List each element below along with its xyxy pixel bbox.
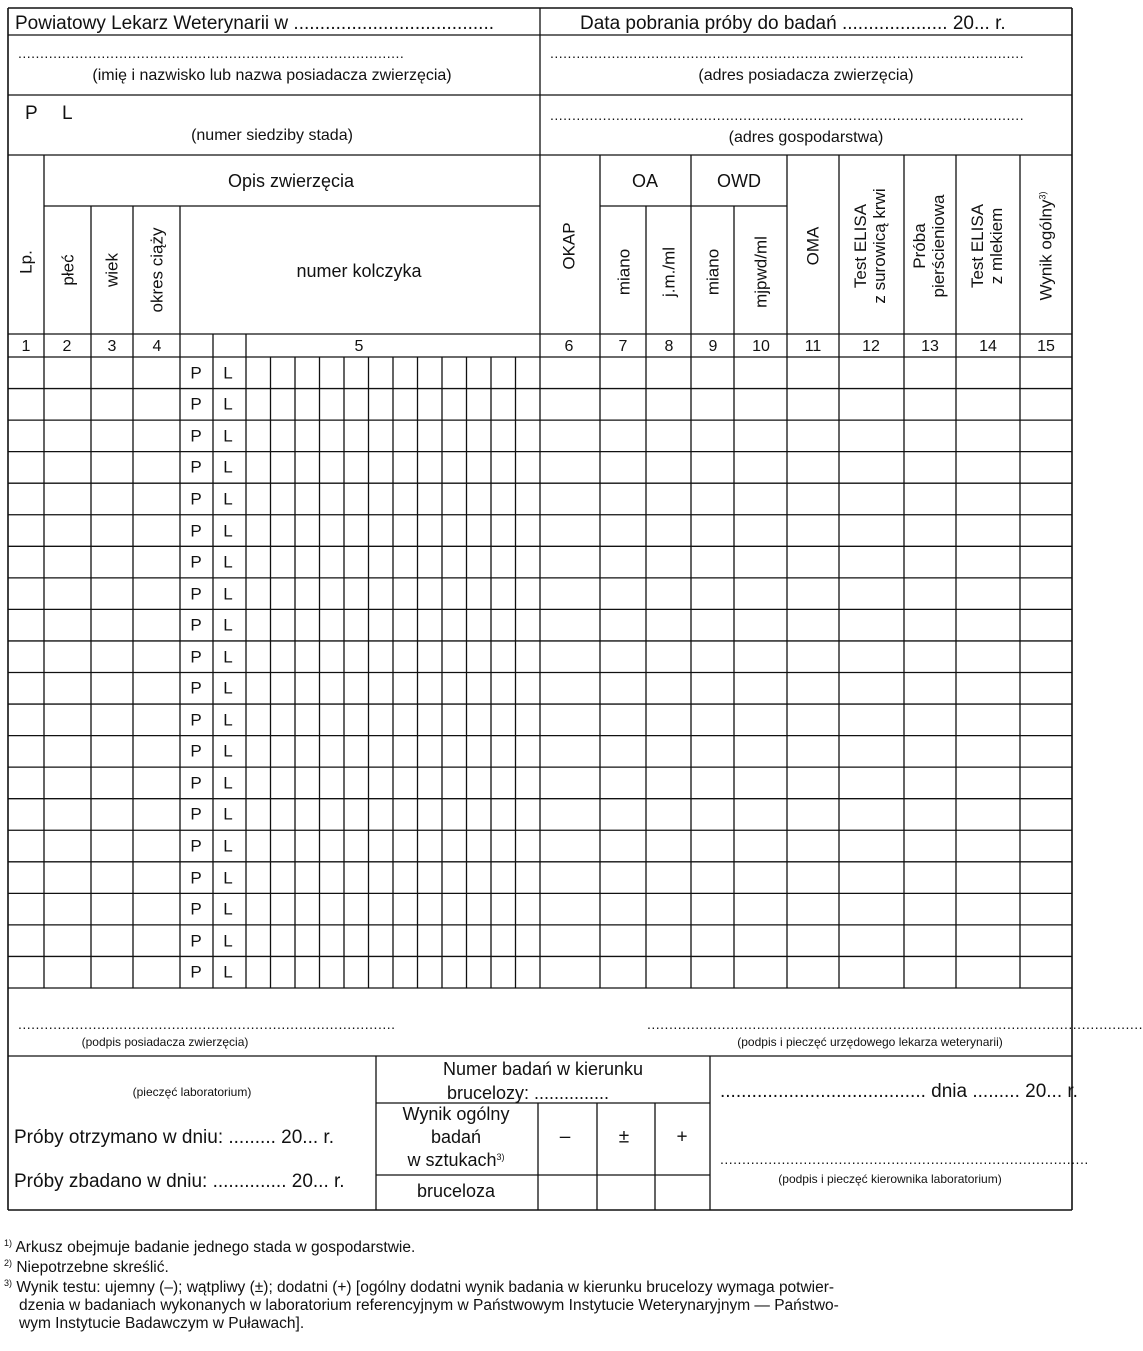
footnote-2-text: Niepotrzebne skreślić. xyxy=(16,1259,169,1276)
header-ring-test-line1: Próba xyxy=(910,223,929,269)
lab-stamp-caption: (pieczęć laboratorium) xyxy=(132,1085,252,1099)
owner-address-dots: ............................................................................................................ xyxy=(550,45,1025,61)
column-number: 11 xyxy=(804,338,822,355)
row-prefix-l: L xyxy=(223,457,233,477)
footnote-3-line3: wym Instytucie Badawczym w Puławach]. xyxy=(19,1315,305,1332)
sampling-date-label: Data pobrania próby do badań .................... 20... r. xyxy=(580,13,1006,34)
row-prefix-l: L xyxy=(223,836,233,856)
column-number: 2 xyxy=(62,338,72,355)
row-prefix-l: L xyxy=(223,678,233,698)
owner-name-caption: (imię i nazwisko lub nazwa posiadacza zwierzęcia) xyxy=(92,67,452,84)
header-elisa-milk-line1: Test ELISA xyxy=(968,203,987,289)
owner-signature-dots: ...................................................................................... xyxy=(18,1016,396,1032)
header-titer-oa: miano xyxy=(614,248,634,296)
column-number: 1 xyxy=(21,338,31,355)
footnote-3-mark: 3) xyxy=(4,1278,13,1288)
header-elisa-milk-line2: z mlekiem xyxy=(987,207,1006,285)
samples-received: Próby otrzymano w dniu: ......... 20... r. xyxy=(14,1127,334,1148)
vet-signature-dots: ................................................................................................................. xyxy=(647,1016,1143,1032)
header-mjpwd-ml: mjpwd/ml xyxy=(751,236,771,308)
footnote-3 xyxy=(4,1279,839,1333)
header-okap: OKAP xyxy=(559,222,579,270)
exam-number-line2: brucelozy: ............... xyxy=(446,1083,610,1103)
header-elisa-milk xyxy=(968,204,1006,288)
vet-office-label: Powiatowy Lekarz Weterynarii w ...................................... xyxy=(15,13,495,34)
herd-prefix-l: L xyxy=(62,103,73,124)
overall-result-line3-text: w sztukach xyxy=(407,1150,497,1170)
farm-address-caption: (adres gospodarstwa) xyxy=(728,129,884,146)
row-prefix-p: P xyxy=(190,899,202,919)
row-prefix-l: L xyxy=(223,710,233,730)
row-prefix-p: P xyxy=(190,962,202,982)
row-prefix-l: L xyxy=(223,899,233,919)
header-oa: OA xyxy=(631,171,659,191)
header-overall-result-text: Wynik ogólny xyxy=(1036,199,1056,301)
row-prefix-p: P xyxy=(190,931,202,951)
row-prefix-l: L xyxy=(223,521,233,541)
header-titer-owd: miano xyxy=(703,248,723,296)
row-prefix-p: P xyxy=(190,710,202,730)
row-prefix-l: L xyxy=(223,804,233,824)
column-number: 4 xyxy=(152,338,162,355)
overall-result-line2: badań xyxy=(430,1127,482,1147)
owner-name-dots: ........................................................................................ xyxy=(18,45,405,61)
header-animal-description: Opis zwierzęcia xyxy=(227,171,355,191)
row-prefix-p: P xyxy=(190,363,202,383)
row-prefix-p: P xyxy=(190,489,202,509)
result-negative: – xyxy=(559,1126,571,1148)
overall-result-line1: Wynik ogólny xyxy=(402,1104,510,1124)
header-overall-result-note: 3) xyxy=(1037,191,1048,200)
row-prefix-p: P xyxy=(190,647,202,667)
footnote-3-line2: dzenia w badaniach wykonanych w laboratorium referencyjnym w Państwowym Instytucie Weterynaryjnym — Państwo- xyxy=(19,1297,839,1314)
lab-signature-dots: .................................................................................... xyxy=(720,1151,1089,1167)
column-number: 12 xyxy=(862,338,880,355)
row-prefix-l: L xyxy=(223,868,233,888)
lab-date-line: ....................................... dnia ......... 20... r. xyxy=(720,1081,1078,1102)
row-prefix-l: L xyxy=(223,962,233,982)
header-overall-result xyxy=(1038,192,1055,301)
row-prefix-p: P xyxy=(190,552,202,572)
row-prefix-l: L xyxy=(223,931,233,951)
exam-number-line1: Numer badań w kierunku xyxy=(442,1059,644,1079)
row-prefix-p: P xyxy=(190,868,202,888)
header-jm-ml: j.m./ml xyxy=(659,246,679,298)
lab-signature-caption: (podpis i pieczęć kierownika laboratorium) xyxy=(778,1172,1002,1186)
header-oma: OMA xyxy=(803,226,823,266)
row-prefix-p: P xyxy=(190,615,202,635)
disease-brucellosis: bruceloza xyxy=(416,1181,496,1201)
overall-result-note: 3) xyxy=(496,1152,505,1162)
farm-address-dots: ............................................................................................................ xyxy=(550,107,1025,123)
row-prefix-l: L xyxy=(223,773,233,793)
header-pregnancy: okres ciąży xyxy=(147,227,167,313)
row-prefix-p: P xyxy=(190,584,202,604)
row-prefix-p: P xyxy=(190,836,202,856)
row-prefix-l: L xyxy=(223,552,233,572)
herd-prefix-p: P xyxy=(25,103,38,124)
row-prefix-l: L xyxy=(223,489,233,509)
column-number: 14 xyxy=(979,338,997,355)
row-prefix-l: L xyxy=(223,363,233,383)
row-prefix-p: P xyxy=(190,394,202,414)
column-number: 7 xyxy=(618,338,628,355)
column-number: 8 xyxy=(664,338,674,355)
footnote-2 xyxy=(4,1259,169,1277)
header-elisa-serum xyxy=(851,188,889,303)
footnote-1-mark: 1) xyxy=(4,1238,13,1248)
header-age: wiek xyxy=(102,252,122,288)
herd-number-caption: (numer siedziby stada) xyxy=(191,127,353,144)
row-prefix-l: L xyxy=(223,615,233,635)
column-number: 15 xyxy=(1037,338,1055,355)
footnote-1-text: Arkusz obejmuje badanie jednego stada w gospodarstwie. xyxy=(15,1239,416,1256)
footnote-1 xyxy=(4,1239,415,1257)
column-number: 9 xyxy=(708,338,718,355)
row-prefix-l: L xyxy=(223,394,233,414)
overall-result-line3 xyxy=(407,1151,504,1169)
row-prefix-p: P xyxy=(190,521,202,541)
owner-signature-caption: (podpis posiadacza zwierzęcia) xyxy=(81,1035,249,1049)
header-ring-test xyxy=(910,195,948,298)
row-prefix-p: P xyxy=(190,741,202,761)
header-sex: płeć xyxy=(58,254,78,286)
header-ear-tag: numer kolczyka xyxy=(296,261,422,281)
result-positive: + xyxy=(676,1126,688,1148)
row-prefix-p: P xyxy=(190,804,202,824)
footnote-2-mark: 2) xyxy=(4,1258,13,1268)
column-number: 5 xyxy=(354,338,364,355)
samples-examined: Próby zbadano w dniu: .............. 20... r. xyxy=(14,1171,345,1192)
column-number: 13 xyxy=(921,338,939,355)
row-prefix-p: P xyxy=(190,457,202,477)
header-owd: OWD xyxy=(717,171,761,191)
vet-signature-caption: (podpis i pieczęć urzędowego lekarza weterynarii) xyxy=(737,1035,1003,1049)
column-number: 10 xyxy=(752,338,770,355)
row-prefix-l: L xyxy=(223,584,233,604)
row-prefix-l: L xyxy=(223,426,233,446)
header-elisa-serum-line1: Test ELISA xyxy=(851,203,870,289)
row-prefix-l: L xyxy=(223,647,233,667)
header-ring-test-line2: pierścieniowa xyxy=(929,194,948,298)
column-number: 6 xyxy=(564,338,574,355)
row-prefix-p: P xyxy=(190,773,202,793)
header-elisa-serum-line2: z surowicą krwi xyxy=(870,188,889,304)
row-prefix-p: P xyxy=(190,678,202,698)
result-doubtful: ± xyxy=(618,1126,630,1148)
row-prefix-l: L xyxy=(223,741,233,761)
header-lp: Lp. xyxy=(16,250,36,274)
column-number: 3 xyxy=(107,338,117,355)
owner-address-caption: (adres posiadacza zwierzęcia) xyxy=(698,67,914,84)
row-prefix-p: P xyxy=(190,426,202,446)
footnote-3-line1: Wynik testu: ujemny (–); wątpliwy (±); dodatni (+) [ogólny dodatni wynik badania w kierunku brucelozy wymaga potwier- xyxy=(16,1279,835,1296)
